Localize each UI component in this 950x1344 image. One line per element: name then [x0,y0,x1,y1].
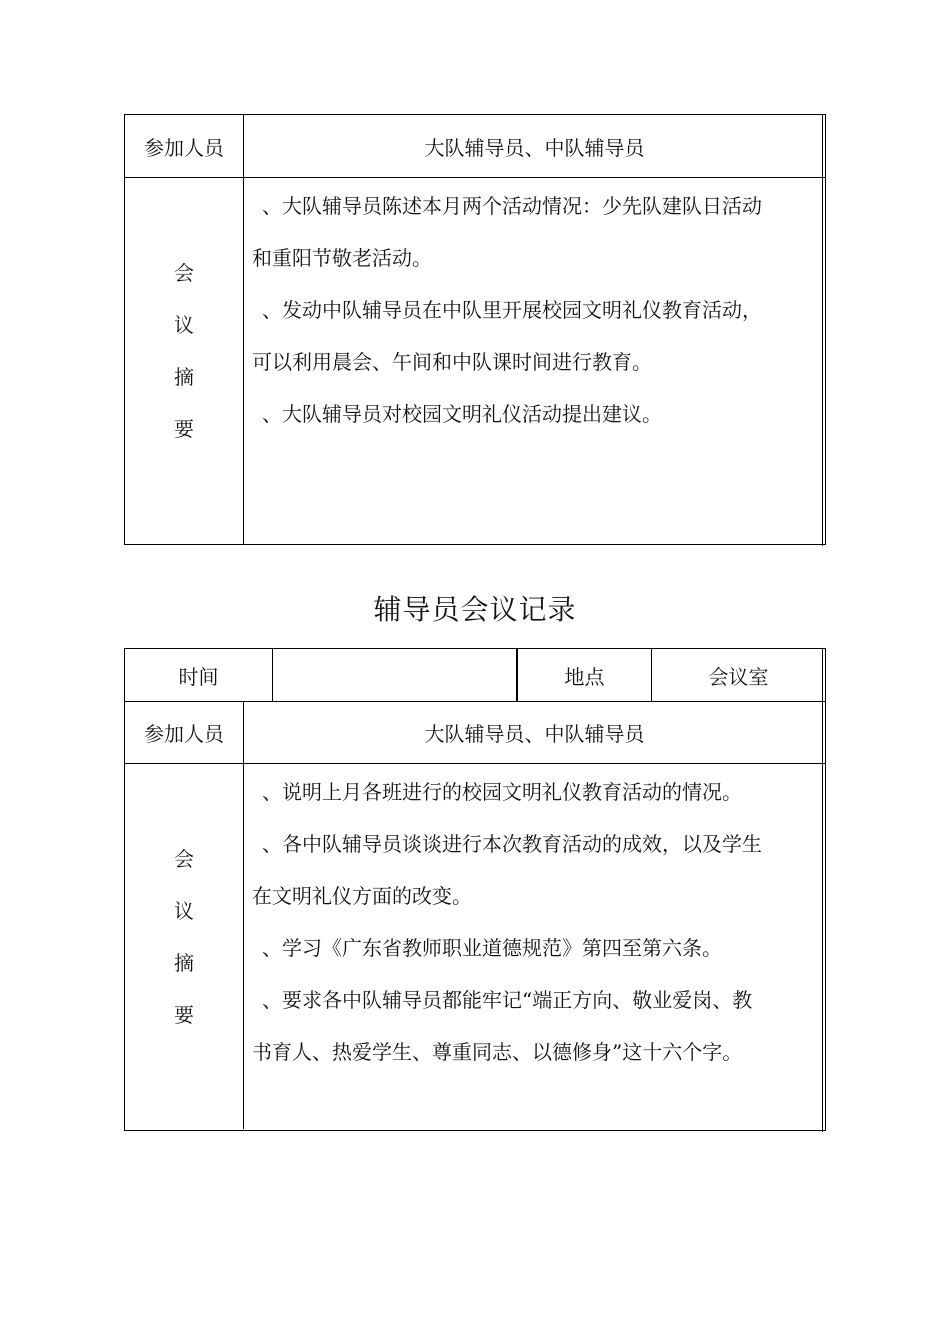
summary-label-char: 会 [174,846,194,871]
summary-line: 、大队辅导员对校园文明礼仪活动提出建议。 [262,402,662,426]
summary-label-char: 议 [174,898,194,923]
summary-line: 、要求各中队辅导员都能牢记“端正方向、敬业爱岗、教 [262,988,753,1012]
summary-label-char: 要 [174,1002,194,1027]
summary-line: 、发动中队辅导员在中队里开展校园文明礼仪教育活动， [262,298,762,322]
summary-line: 、学习《广东省教师职业道德规范》第四至第六条。 [262,936,722,960]
summary-row [125,764,825,1129]
summary-line: 书育人、热爱学生、尊重同志、以德修身”这十六个字。 [252,1040,743,1064]
summary-line: 、说明上月各班进行的校园文明礼仪教育活动的情况。 [262,780,742,804]
summary-label-char: 议 [174,313,194,337]
summary-line: 、各中队辅导员谈谈进行本次教育活动的成效，以及学生 [262,832,762,856]
summary-label [125,764,244,1129]
participants-label: 参加人员 [125,115,244,177]
meeting-table-2 [124,648,826,1131]
participants-value: 大队辅导员、中队辅导员 [424,135,645,160]
summary-line: 可以利用晨会、午间和中队课时间进行教育。 [252,350,652,374]
summary-label-char: 摘 [174,365,194,389]
meeting-table-1 [124,114,826,545]
summary-label-char: 摘 [174,950,194,975]
participants-row [125,702,825,764]
summary-label-char: 会 [174,261,194,285]
participants-label: 参加人员 [125,702,244,763]
time-label: 时间 [125,649,273,701]
summary-content [244,178,825,544]
summary-label-char: 要 [174,417,194,441]
page-title: 辅导员会议记录 [373,593,577,626]
summary-line: 在文明礼仪方面的改变。 [252,884,472,908]
time-value [273,649,518,701]
participants-row [125,115,825,178]
time-place-row [125,649,825,702]
summary-label [125,178,244,544]
summary-line: 、大队辅导员陈述本月两个活动情况：少先队建队日活动 [262,194,762,218]
place-value: 会议室 [708,664,769,689]
summary-line: 和重阳节敬老活动。 [252,246,432,270]
participants-value: 大队辅导员、中队辅导员 [424,722,645,746]
summary-content [244,764,825,1129]
summary-row [125,178,825,544]
place-label: 地点 [518,649,652,701]
